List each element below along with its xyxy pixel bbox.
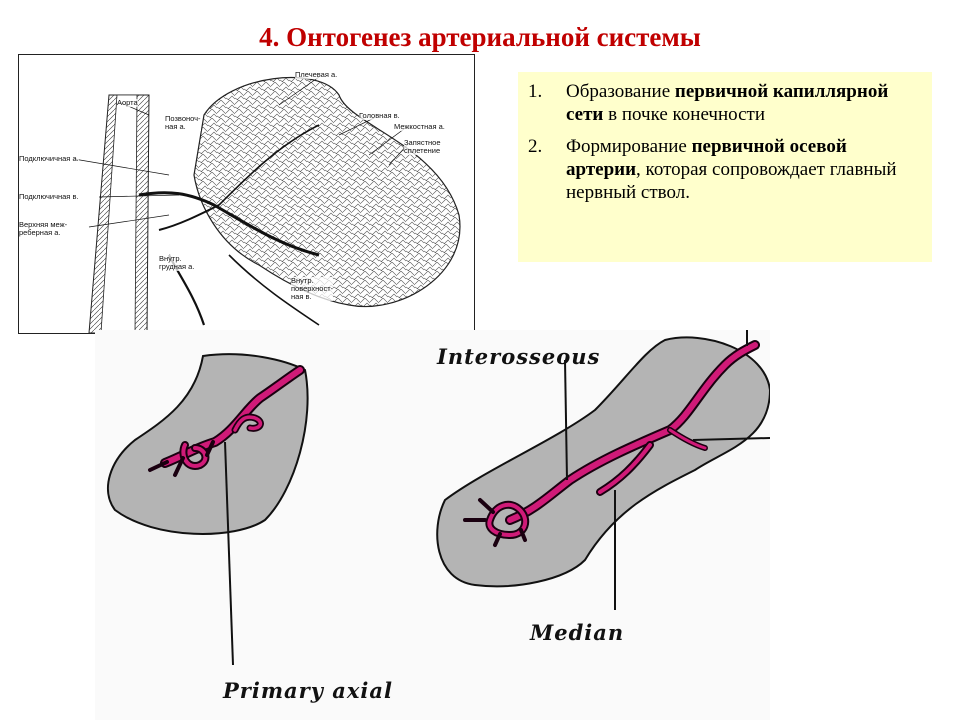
label-vertebral-artery: Позвоноч- ная а. bbox=[165, 114, 201, 131]
stage-item-1 bbox=[528, 80, 920, 126]
stage-list bbox=[528, 80, 920, 204]
stage-1-bold: первичной капиллярной сети bbox=[566, 81, 889, 125]
stage-2-text: Формирование bbox=[566, 136, 692, 157]
anatomical-sketch bbox=[18, 54, 475, 334]
label-cephalic-vein: Головная в. bbox=[359, 111, 400, 120]
stage-2-bold: первичной осевой артерии bbox=[566, 136, 847, 180]
stage-1-tail: в почке конечности bbox=[603, 104, 766, 125]
callout-primary-axial: Primary axial bbox=[223, 678, 393, 703]
stage-1-text: Образование bbox=[566, 81, 675, 102]
limb-bud-drawing bbox=[95, 330, 770, 720]
callout-interosseous: Interosseous bbox=[437, 344, 601, 369]
label-carpal-plexus: Запястное сплетение bbox=[404, 138, 441, 155]
label-superior-intercostal-artery: Верхняя меж- реберная а. bbox=[19, 220, 68, 237]
stage-2-tail: , которая сопровождает главный нервный ствол. bbox=[566, 159, 897, 203]
label-interosseous-artery: Межкостная а. bbox=[394, 122, 445, 131]
stage-item-2 bbox=[528, 135, 920, 204]
sketch-drawing bbox=[19, 55, 474, 333]
label-brachial-artery: Плечевая а. bbox=[295, 70, 338, 79]
label-superficial-vein: Внутр. поверхност- ная в. bbox=[291, 276, 334, 301]
label-internal-thoracic-artery: Внутр. грудная а. bbox=[159, 254, 195, 271]
label-subclavian-artery: Подключичная а. bbox=[19, 154, 79, 163]
stage-number-2: 2. bbox=[528, 136, 543, 157]
stage-number-1: 1. bbox=[528, 81, 543, 102]
label-aorta: Аорта bbox=[117, 98, 138, 107]
slide-title: 4. Онтогенез артериальной системы bbox=[259, 22, 701, 52]
callout-median: Median bbox=[530, 620, 625, 645]
description-box bbox=[518, 72, 932, 262]
label-subclavian-vein: Подключичная в. bbox=[19, 192, 79, 201]
limb-bud-illustration bbox=[95, 330, 770, 720]
